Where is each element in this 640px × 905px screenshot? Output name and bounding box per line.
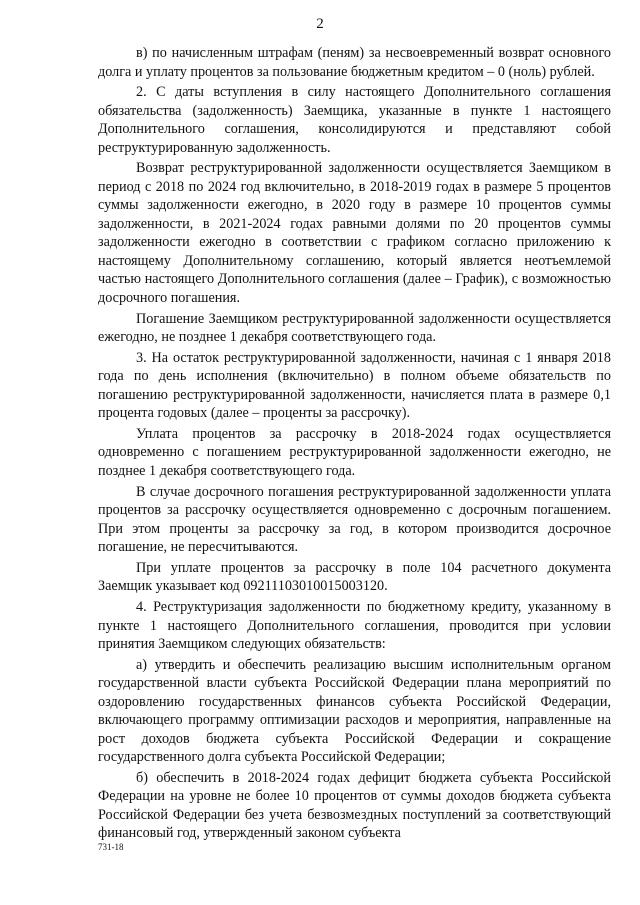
paragraph-repayment-deadline: Погашение Заемщиком реструктурированной задолженности осуществляется ежегодно, не позднее 1 декабря соответствующего года.	[98, 310, 611, 346]
paragraph-item-2: 2. С даты вступления в силу настоящего Дополнительного соглашения обязательства (задолженность) Заемщика, указанные в пункте 1 настоящего Дополнительного соглашения, консолидируются и представляют собой реструктурированную задолженность.	[98, 84, 611, 156]
paragraph-item-4: 4. Реструктуризация задолженности по бюджетному кредиту, указанному в пункте 1 настоящего Дополнительного соглашения, проводится при условии принятия Заемщиком следующих обязательств:	[98, 599, 611, 652]
document-code: 731-18	[98, 842, 124, 852]
paragraph-early-repayment: В случае досрочного погашения реструктурированной задолженности уплата процентов за рассрочку осуществляется одновременно с досрочным погашением. При этом проценты за рассрочку за год, в котором производится досрочное погашение, не пересчитываются.	[98, 483, 611, 556]
paragraph-interest-payment: Уплата процентов за рассрочку в 2018-2024 годах осуществляется одновременно с погашением реструктурированной задолженности ежегодно, не позднее 1 декабря соответствующего года.	[98, 425, 611, 479]
paragraph-item-3: 3. На остаток реструктурированной задолженности, начиная с 1 января 2018 года по день исполнения (включительно) в полном объеме обязательств по погашению реструктурированной задолженности, начисляется плата в размере 0,1 процента годовых (далее – проценты за рассрочку).	[98, 349, 611, 422]
page-number: 2	[316, 16, 324, 32]
paragraph-repayment-schedule: Возврат реструктурированной задолженности осуществляется Заемщиком в период с 2018 по 2024 год включительно, в 2018-2019 годах в размере 5 процентов суммы задолженности ежегодно, в 2020 году в размере 10 процентов суммы задолженности, в 2021-2024 годах равными долями по 20 процентов суммы задолженности ежегодно в соответствии с графиком согласно приложению к настоящему Дополнительному соглашению, который является неотъемлемой частью настоящего Дополнительного соглашения (далее – График), с возможностью досрочного погашения.	[98, 160, 611, 306]
paragraph-obligation-b: б) обеспечить в 2018-2024 годах дефицит бюджета субъекта Российской Федерации на уровне не более 10 процентов от суммы доходов бюджета субъекта Российской Федерации без учета безвозмездных поступлений за соответствующий финансовый год, утвержденный законом субъекта	[98, 769, 611, 842]
paragraph-payment-code: При уплате процентов за рассрочку в поле 104 расчетного документа Заемщик указывает код 09211103010015003120.	[98, 559, 611, 595]
paragraph-penalties: в) по начисленным штрафам (пеням) за несвоевременный возврат основного долга и уплату процентов за пользование бюджетным кредитом – 0 (ноль) рублей.	[98, 45, 611, 80]
paragraph-obligation-a: а) утвердить и обеспечить реализацию высшим исполнительным органом государственной власти субъекта Российской Федерации плана мероприятий по оздоровлению государственных финансов субъекта Российской Федерации, включающего программу оптимизации расходов и мероприятия, направленные на рост доходов бюджета субъекта Российской Федерации и сокращение государственного долга субъекта Российской Федерации;	[98, 656, 611, 766]
document-body	[98, 44, 611, 843]
